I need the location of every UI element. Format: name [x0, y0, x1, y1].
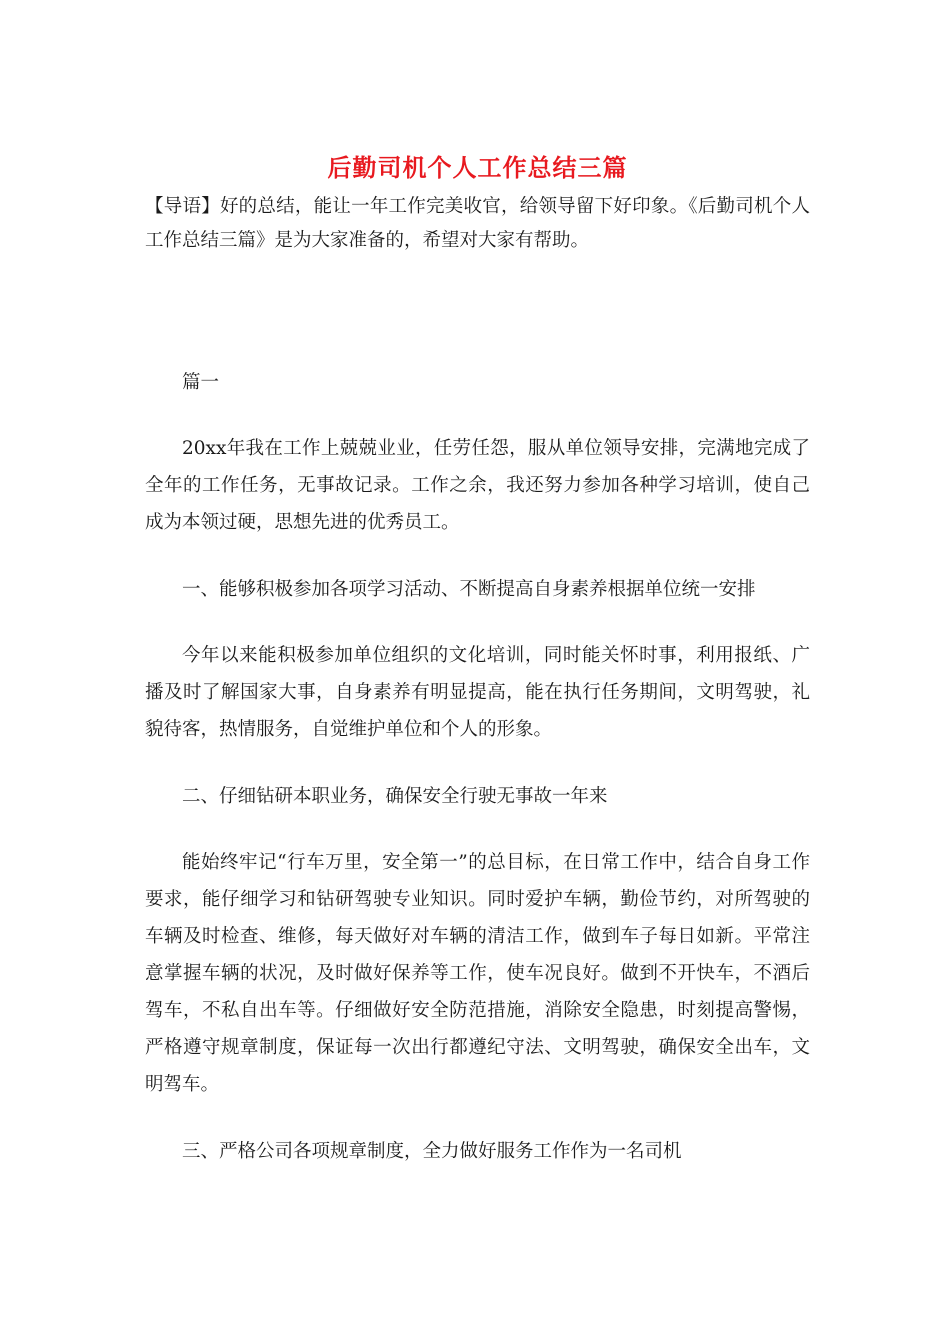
document-page: [145, 150, 810, 1169]
document-title: 后勤司机个人工作总结三篇: [327, 153, 628, 182]
subheading-2: 二、仔细钻研本职业务，确保安全行驶无事故一年来: [182, 786, 608, 807]
section-label: 篇一: [182, 372, 220, 393]
intro-paragraph: 【导语】好的总结，能让一年工作完美收官，给领导留下好印象。《后勤司机个人工作总结三篇》是为大家准备的，希望对大家有帮助。: [145, 196, 810, 251]
body-paragraph: 能始终牢记“行车万里，安全第一”的总目标，在日常工作中，结合自身工作要求，能仔细学习和钻研驾驶专业知识。同时爱护车辆，勤俭节约，对所驾驶的车辆及时检查、维修，每天做好对车辆的清洁工作，做到车子每日如新。平常注意掌握车辆的状况，及时做好保养等工作，使车况良好。做到不开快车，不酒后驾车，不私自出车等。仔细做好安全防范措施，消除安全隐患，时刻提高警惕，严格遵守规章制度，保证每一次出行都遵纪守法、文明驾驶，确保安全出车，文明驾车。: [145, 852, 810, 1095]
subheading-1: 一、能够积极参加各项学习活动、不断提高自身素养根据单位统一安排: [182, 579, 756, 600]
body-paragraph: 今年以来能积极参加单位组织的文化培训，同时能关怀时事，利用报纸、广播及时了解国家大事，自身素养有明显提高，能在执行任务期间，文明驾驶，礼貌待客，热情服务，自觉维护单位和个人的形象。: [145, 645, 810, 740]
subheading-3: 三、严格公司各项规章制度，全力做好服务工作作为一名司机: [182, 1141, 682, 1162]
body-paragraph: 20xx年我在工作上兢兢业业，任劳任怨，服从单位领导安排，完满地完成了全年的工作任务，无事故记录。工作之余，我还努力参加各种学习培训，使自己成为本领过硬，思想先进的优秀员工。: [145, 438, 810, 533]
